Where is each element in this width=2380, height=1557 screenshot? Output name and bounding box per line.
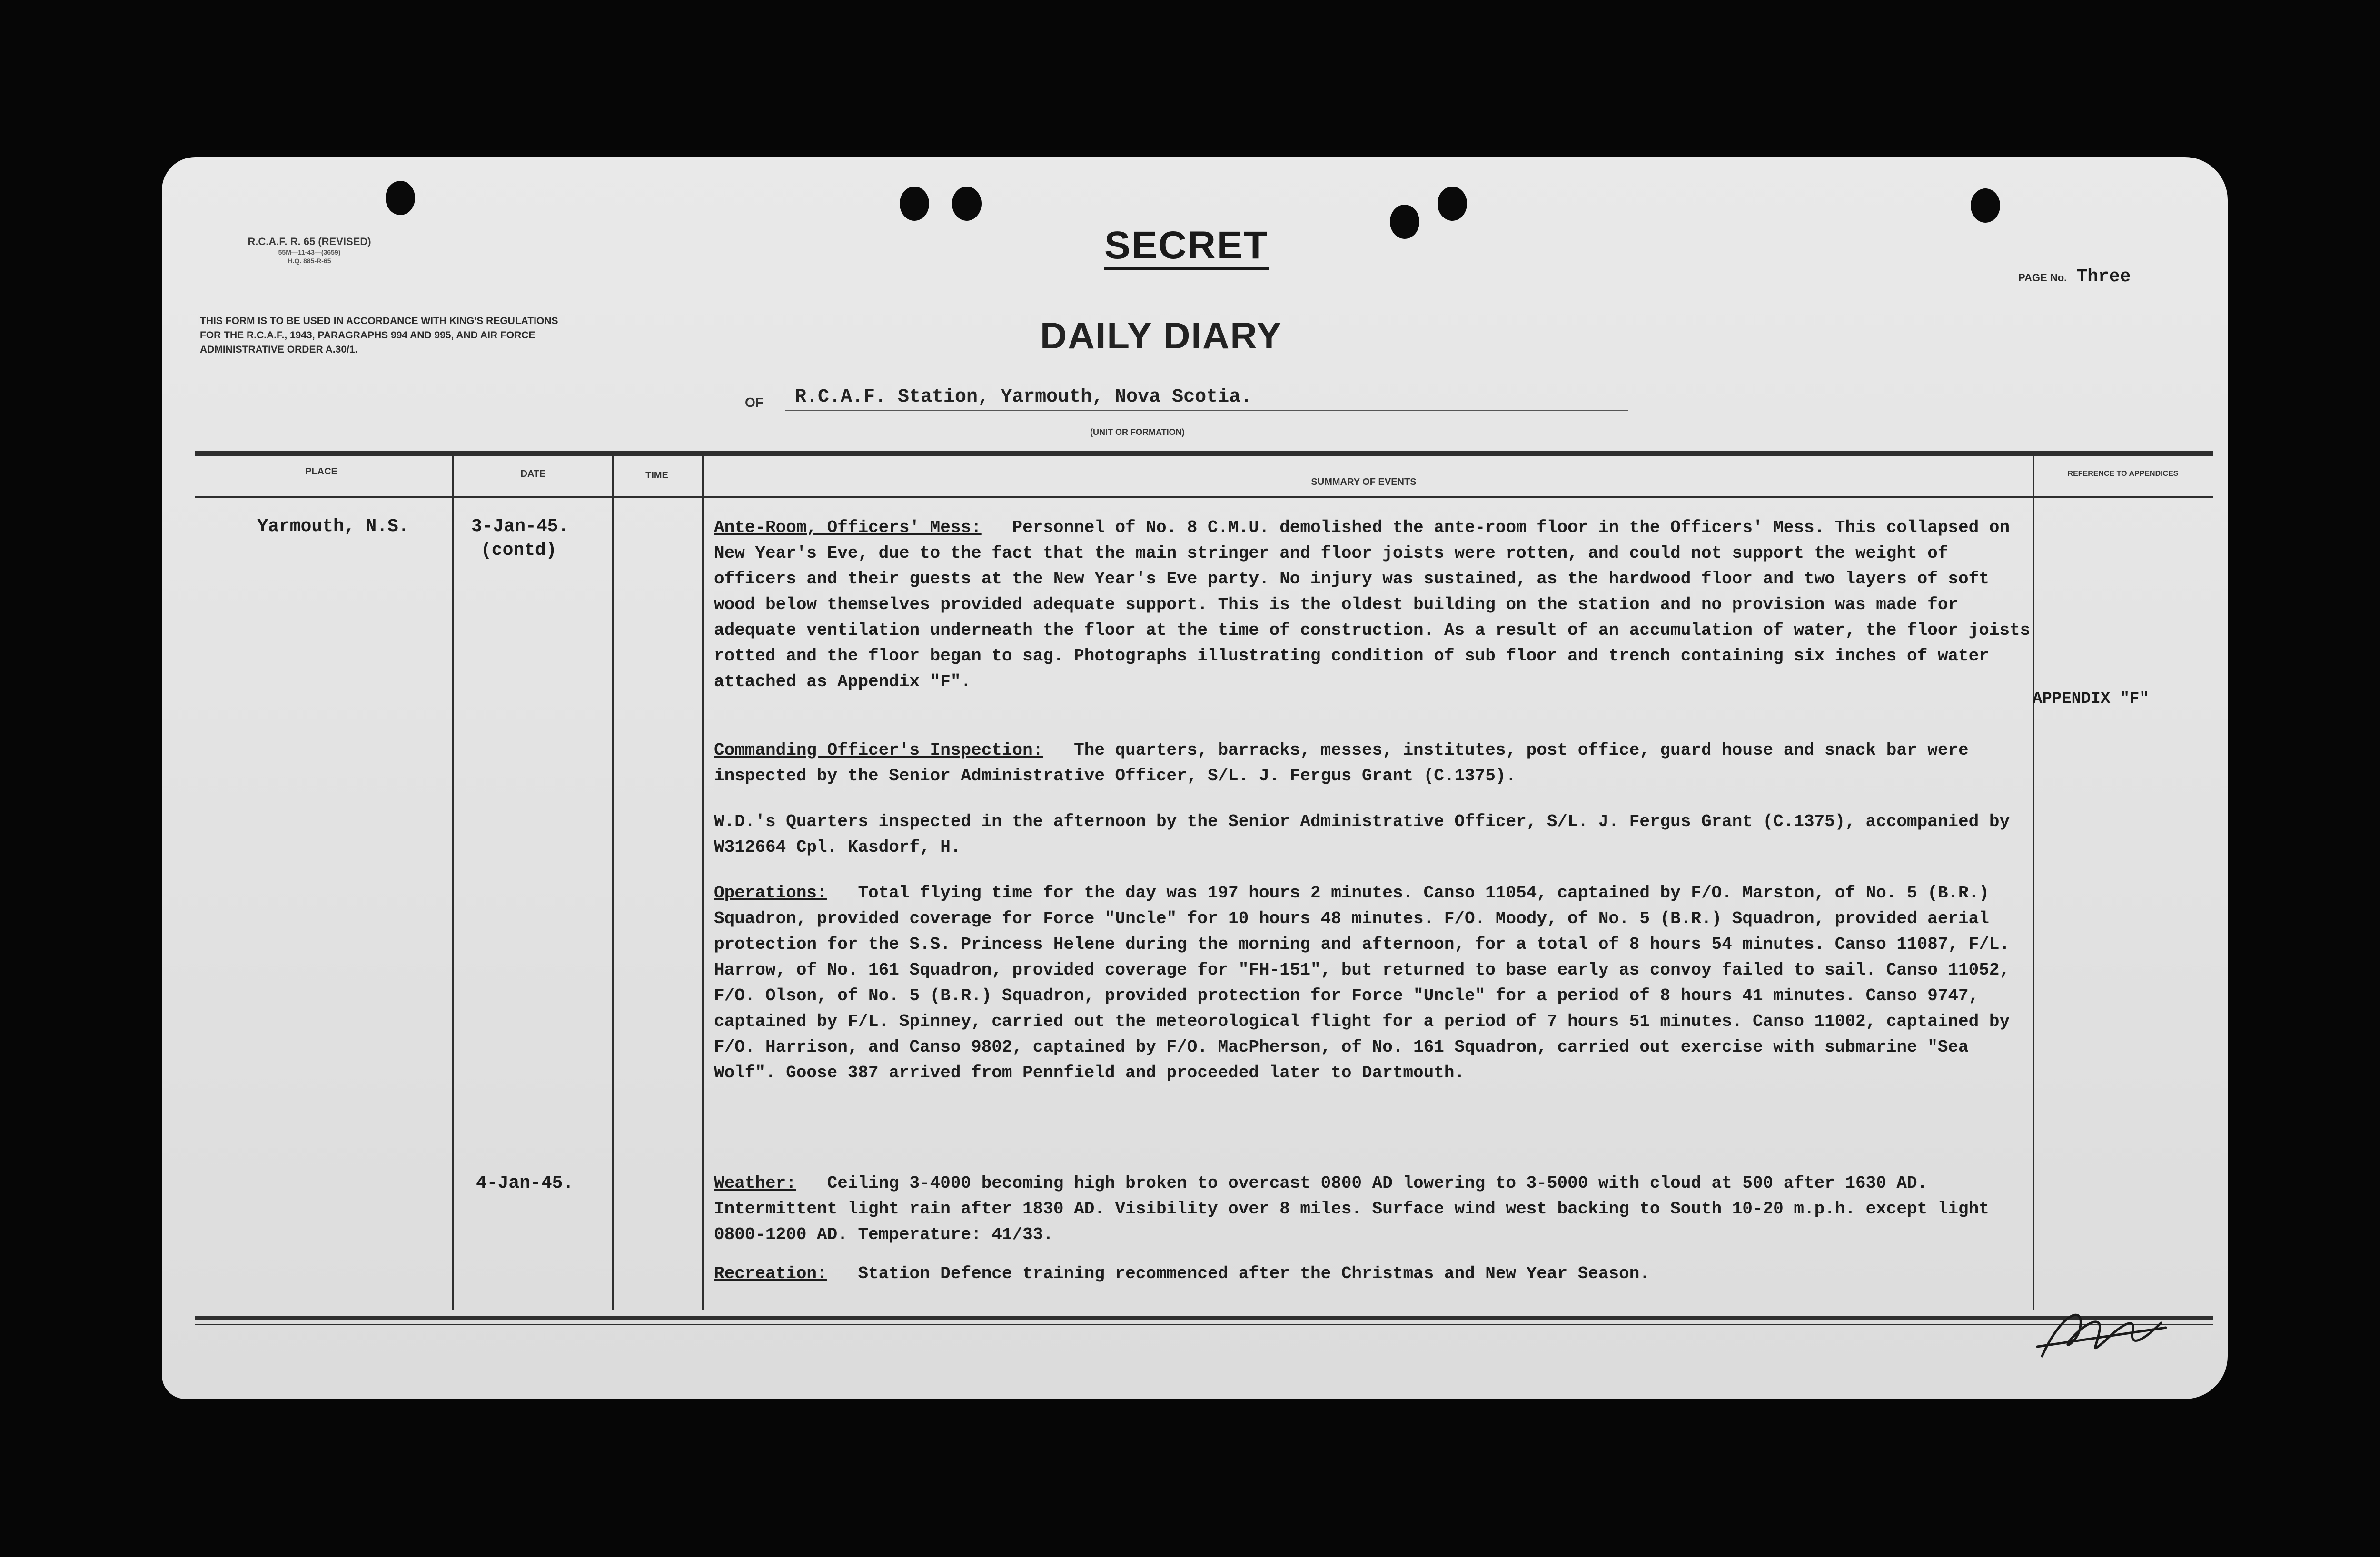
summary-paragraph [714,1261,2037,1287]
unit-caption: (UNIT OR FORMATION) [1090,427,1185,437]
column-divider [612,453,614,1310]
punch-hole [900,187,929,221]
summary-paragraph [714,738,2037,789]
paragraph-heading: Weather: [714,1173,796,1193]
diary-form-card [162,157,2228,1399]
column-header-place: PLACE [305,466,337,477]
paragraph-body: Total flying time for the day was 197 hours 2 minutes. Canso 11054, captained by F/O. Marston, of No. 5 (B.R.) Squadron, provided coverage for Force "Uncle" for 10 hours 48 minutes. F/O. Moody, of No. 5 (B.R.) Squadron, provided aerial protection for the S.S. Princess Helene during the morning and afternoon, for a total of 8 hours 54 minutes. Canso 11087, F/L. Harrow, of No. 161 Squadron, provided coverage for "FH-151", but returned to base early as convoy failed to sail. Canso 11052, F/O. Olson, of No. 5 (B.R.) Squadron, provided protection for Force "Uncle" for a period of 8 hours 41 minutes. Canso 9747, captained by F/L. Spinney, carried out the meteorological flight for a period of 7 hours 51 minutes. Canso 11002, captained by F/O. Harrison, and Canso 9802, captained by F/O. MacPherson, of No. 161 Squadron, carried out exercise with submarine "Sea Wolf". Goose 387 arrived from Pennfield and proceeded later to Dartmouth. [714,883,2010,1083]
unit-of-label: OF [745,395,764,410]
appendix-reference: APPENDIX "F" [2033,690,2149,708]
unit-name: R.C.A.F. Station, Yarmouth, Nova Scotia. [785,386,1628,411]
entry-date-note: (contd) [481,540,557,561]
summary-paragraph [714,809,2037,860]
paragraph-heading: Commanding Officer's Inspection: [714,740,1043,760]
paragraph-body: Personnel of No. 8 C.M.U. demolished the ante-room floor in the Officers' Mess. This collapsed on New Year's Eve, due to the fact that the main stringer and floor joists were rotten, and could not support the weight of officers and their guests at the New Year's Eve party. No injury was sustained, as the hardwood floor and two layers of soft wood below themselves provided adequate support. This is the oldest building on the station and no provision was made for adequate ventilation underneath the floor at the time of construction. As a result of an accumulation of water, the floor joists rotted and the floor began to sag. Photographs illustrating condition of sub floor and trench containing six inches of water attached as Appendix "F". [714,518,2031,691]
paragraph-body: Station Defence training recommenced after the Christmas and New Year Season. [858,1264,1650,1283]
column-header-reference: REFERENCE TO APPENDICES [2067,470,2179,478]
form-number: R.C.A.F. R. 65 (REVISED) [248,236,371,247]
form-number-block [214,236,405,265]
paragraph-body: W.D.'s Quarters inspected in the afternoon by the Senior Administrative Officer, S/L. J. Fergus Grant (C.1375), accompanied by W312664 Cpl. Kasdorf, H. [714,812,2010,857]
form-hq-code: H.Q. 885-R-65 [288,257,331,265]
summary-paragraph [714,515,2037,695]
column-divider [452,453,454,1310]
page-number [2018,266,2131,287]
form-print-code: 55M—11-43—(3659) [278,248,341,256]
column-header-time: TIME [645,470,668,481]
entry-date: 4-Jan-45. [476,1173,574,1193]
entry-date: 3-Jan-45. [471,516,569,537]
summary-paragraph [714,880,2037,1086]
punch-hole [952,187,982,221]
handwritten-initials [2033,1294,2175,1370]
column-header-summary: SUMMARY OF EVENTS [1311,477,1417,487]
column-divider [702,453,704,1310]
paragraph-heading: Ante-Room, Officers' Mess: [714,518,982,537]
form-instructions: THIS FORM IS TO BE USED IN ACCORDANCE WITH KING'S REGULATIONS FOR THE R.C.A.F., 1943, PARAGRAPHS 994 AND 995, AND AIR FORCE ADMINISTRATIVE ORDER A.30/1. [200,315,558,355]
entry-place: Yarmouth, N.S. [257,516,409,537]
column-header-date: DATE [520,469,546,479]
paragraph-body: Ceiling 3-4000 becoming high broken to overcast 0800 AD lowering to 3-5000 with cloud at 500 after 1630 AD. Intermittent light rain after 1830 AD. Visibility over 8 miles. Surface wind west backing to South 10-20 m.p.h. except light 0800-1200 AD. Temperature: 41/33. [714,1173,1989,1244]
punch-hole [1438,187,1467,221]
paragraph-heading: Recreation: [714,1264,827,1283]
paragraph-body: The quarters, barracks, messes, institutes, post office, guard house and snack bar were inspected by the Senior Administrative Officer, S/L. J. Fergus Grant (C.1375). [714,740,1969,786]
classification-stamp: SECRET [1104,224,1269,270]
paragraph-heading: Operations: [714,883,827,903]
table-bottom-rule [195,1316,2213,1320]
table-header-rule [195,496,2213,498]
punch-hole [1390,205,1419,239]
summary-paragraph [714,1171,2037,1248]
page-title: DAILY DIARY [1040,315,1282,356]
table-top-rule [195,451,2213,456]
table-bottom-rule-thin [195,1324,2213,1325]
punch-hole [386,181,415,215]
page-number-label: PAGE No. [2018,272,2067,284]
punch-hole [1971,188,2000,223]
page-number-value: Three [2076,266,2131,287]
